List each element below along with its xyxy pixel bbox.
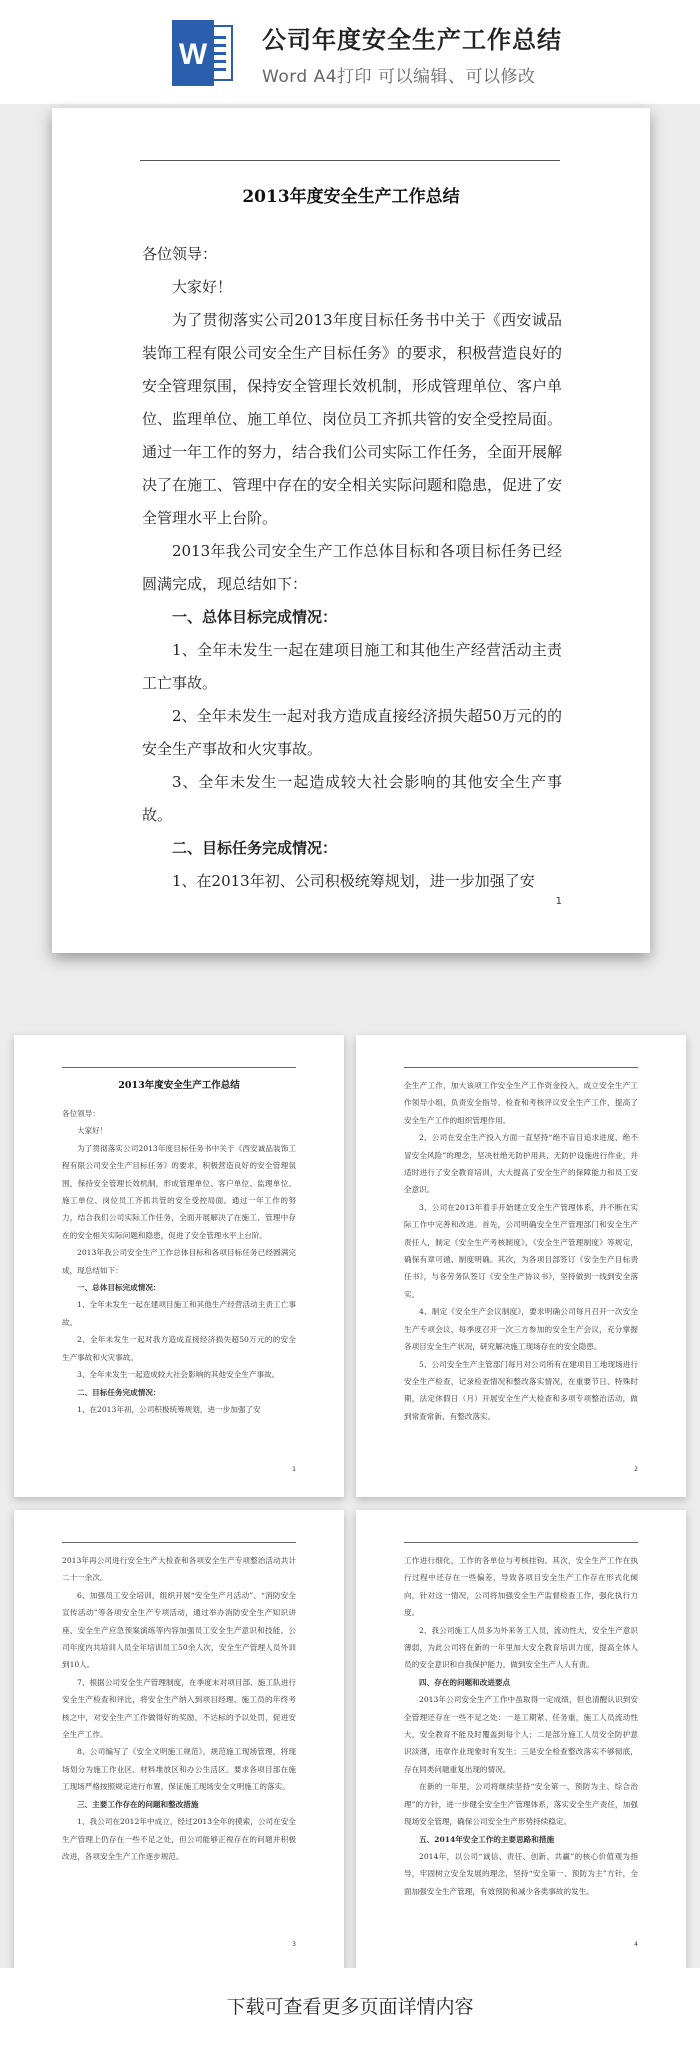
section-heading: 四、存在的问题和改进要点: [419, 1677, 511, 1687]
section-heading: 一、总体目标完成情况：: [172, 608, 338, 626]
list-item: 2、全年未发生一起对我方造成直接经济损失超50万元的的安全生产事故和火灾事故。: [62, 1335, 296, 1362]
thumbnail-body: [62, 1105, 296, 1418]
page-thumbnail-2[interactable]: [356, 1035, 686, 1497]
thumbnail-body: [404, 1077, 638, 1425]
word-document-icon: [170, 18, 236, 88]
main-page-preview: [52, 108, 650, 953]
list-item: 7、根据公司安全生产管理制度，在季度末对项目部、施工队进行安全生产检查和评比，将安全生产纳入到项目经理、施工员的年终考核之中，对安全生产工作做得好的奖励，不达标的予以处罚，促进安全生产工作。: [62, 1677, 296, 1740]
page-number: 4: [634, 1941, 638, 1948]
greeting: 大家好！: [172, 278, 233, 296]
header-title: 公司年度安全生产工作总结: [262, 26, 562, 54]
body-paragraph: 全生产工作，加大该项工作安全生产工作资金投入，成立安全生产工作领导小组，负责安全指导、检查和考核评议安全生产工作，提高了安全生产工作的组织管理作用。: [404, 1081, 638, 1125]
document-body: [142, 238, 562, 898]
section-heading: 五、2014年安全工作的主要思路和措施: [419, 1834, 555, 1844]
list-item: 1、全年未发生一起在建项目施工和其他生产经营活动主责工亡事故。: [142, 641, 562, 692]
page-header-rule: [140, 160, 560, 161]
page-thumbnail-4[interactable]: [356, 1510, 686, 1972]
section-heading: 二、目标任务完成情况：: [172, 839, 338, 857]
body-paragraph: 2013年我公司安全生产工作总体目标和各项目标任务已经圆满完成，现总结如下：: [142, 542, 562, 593]
header-subtitle: Word A4打印 可以编辑、可以修改: [262, 67, 536, 87]
page-number: 2: [634, 1466, 638, 1473]
list-item: 5、公司安全生产主管部门每月对公司所有在建项目工地现场进行安全生产检查，记录检查情况和整改落实情况，在重要节日、特殊时期，法定休假日（月）开展安全生产大检查和多项专项整治活动，做到常查常新、有整改落实。: [404, 1359, 638, 1421]
list-item: 2、我公司施工人员多为外来务工人员，流动性大，安全生产意识薄弱，为此公司将在新的一年里加大安全教育培训力度，提高全体人员的安全意识和自我保护能力，做到安全生产人人有责。: [404, 1625, 638, 1670]
document-title: 2013年度安全生产工作总结: [242, 187, 460, 207]
list-item: 3、全年未发生一起造成较大社会影响的其他安全生产事故。: [77, 1370, 280, 1380]
list-item: 4、制定《安全生产会议制度》，要求明确公司每月召开一次安全生产专项会议，每季度召开一次三方参加的安全生产会议，充分掌握各项目安全生产状况，研究解决施工现场存在的安全隐患。: [404, 1307, 638, 1352]
section-heading: 二、目标任务完成情况：: [77, 1387, 161, 1397]
salutation: 各位领导：: [62, 1109, 100, 1118]
list-item: 8、公司编写了《安全文明施工规范》，规范施工现场管理，将现场划分为施工作业区、材料堆放区和办公生活区。要求各项目部在施工现场严格按照规定进行布置，保证施工现场安全文明施工的落实。: [62, 1747, 296, 1792]
page-thumbnail-3[interactable]: [14, 1510, 344, 1972]
section-heading: 三、主要工作存在的问题和整改措施: [77, 1799, 199, 1809]
list-item: 1、我公司在2012年中成立，经过2013全年的摸索，公司在安全生产管理上仍存在一些不足之处，但公司能够正视存在的问题并积极改进，各项安全生产工作逐步规范。: [62, 1817, 296, 1861]
body-paragraph: 工作进行细化，工作的各单位与考核挂钩。其次，安全生产工作在执行过程中还存在一些偏差，导致各项目安全生产工作存在形式化倾向，针对这一情况，公司将加强安全生产监督检查工作，强化执行力度。: [404, 1556, 638, 1618]
page-header-rule: [404, 1067, 638, 1068]
greeting: 大家好！: [77, 1126, 108, 1136]
page-number: 1: [555, 896, 562, 907]
list-item: 3、全年未发生一起造成较大社会影响的其他安全生产事故。: [142, 773, 562, 824]
page-header-rule: [62, 1067, 296, 1068]
svg-text:W: W: [178, 38, 208, 71]
list-item: 2、全年未发生一起对我方造成直接经济损失超50万元的的安全生产事故和火灾事故。: [142, 707, 562, 758]
thumbnail-body: [62, 1552, 296, 1865]
thumbnail-body: [404, 1552, 638, 1900]
list-item: 1、在2013年初，公司积极统筹规划，进一步加强了安: [77, 1404, 261, 1414]
salutation: 各位领导：: [142, 245, 218, 263]
list-item: 3、公司在2013年着手开始建立安全生产管理体系，并不断在实际工作中完善和改进。首先，公司明确安全生产管理部门和安全生产责任人，制定《安全生产考核制度》、《安全生产管理制度》等规定，确保有章可循、制度明确。其次，为各项目部签订《安全生产目标责任书》，与各劳务队签订《安全生产协议书》，坚持做到一线到安全落实。: [404, 1202, 638, 1299]
page-number: 3: [292, 1941, 296, 1948]
thumbnail-title: 2013年度安全生产工作总结: [118, 1080, 240, 1091]
page-header-rule: [62, 1542, 296, 1543]
page-header-rule: [404, 1542, 638, 1543]
page-thumbnail-1[interactable]: [14, 1035, 344, 1497]
download-more-link[interactable]: 下载可查看更多页面详情内容: [226, 1996, 474, 2018]
header-banner: [0, 0, 700, 104]
body-paragraph: 2014年，以公司“诚信、责任、创新、共赢”的核心价值观为指导，牢固树立安全发展的理念，坚持“安全第一、预防为主”方针，全面加强安全生产管理，有效预防和减少各类事故的发生。: [404, 1851, 638, 1896]
list-item: 2、公司在安全生产投入方面一直坚持“绝不盲目追求进度、绝不冒安全风险”的理念，坚决杜绝无防护用具、无防护设施进行作业，并适时进行了安全教育培训，大大提高了安全生产的保障能力和员工安全意识。: [404, 1133, 638, 1195]
footer-banner: [0, 1968, 700, 2046]
body-paragraph: 2013年我公司安全生产工作总体目标和各项目标任务已经圆满完成，现总结如下：: [62, 1248, 296, 1275]
body-paragraph: 在新的一年里，公司将继续坚持“安全第一、预防为主、综合治理”的方针，进一步健全安全生产管理体系，落实安全生产责任，加强现场安全管理，确保公司安全生产形势持续稳定。: [404, 1782, 638, 1827]
section-heading: 一、总体目标完成情况：: [77, 1283, 161, 1293]
list-item: 1、在2013年初、公司积极统筹规划，进一步加强了安: [172, 872, 535, 890]
body-paragraph: 为了贯彻落实公司2013年度目标任务书中关于《西安诚品装饰工程有限公司安全生产目标任务》的要求，积极营造良好的安全管理氛围，保持安全管理长效机制，形成管理单位、客户单位、监理单位、施工单位、岗位员工齐抓共管的安全受控局面。通过一年工作的努力，结合我们公司实际工作任务，全面开展解决了在施工、管理中存在的安全相关实际问题和隐患，促进了安全管理水平上台阶。: [142, 311, 563, 527]
list-item: 6、加强员工安全培训，组织开展“安全生产月活动”、“消防安全宣传活动”等各项安全生产专项活动，通过举办消防安全生产知识讲座、安全生产应急预案演练等内容加强员工安全生产意识和技能。公司年度内共培训人员全年培训员工50余人次，安全生产管理人员外训到10人。: [62, 1590, 296, 1670]
body-paragraph: 2013年再公司进行安全生产大检查和各项安全生产专项整治活动共计二十一余次。: [62, 1556, 296, 1583]
body-paragraph: 为了贯彻落实公司2013年度目标任务书中关于《西安诚品装饰工程有限公司安全生产目标任务》的要求，积极营造良好的安全管理氛围，保持安全管理长效机制，形成管理单位、客户单位、监理单位、施工单位、岗位员工齐抓共管的安全受控局面。通过一年工作的努力，结合我们公司实际工作任务，全面开展解决了在施工、管理中存在的安全相关实际问题和隐患，促进了安全管理水平上台阶。: [62, 1143, 296, 1240]
list-item: 1、全年未发生一起在建项目施工和其他生产经营活动主责工亡事故。: [62, 1300, 296, 1327]
page-number: 1: [292, 1466, 296, 1473]
body-paragraph: 2013年公司安全生产工作中虽取得一定成绩，但也清醒认识到安全管理还存在一些不足之处：一是工期紧、任务重，施工人员流动性大，安全教育不能及时覆盖到每个人；二是部分施工人员安全防护意识淡薄，违章作业现象时有发生；三是安全检查整改落实不够彻底，存在同类问题重复出现的情况。: [404, 1695, 638, 1774]
